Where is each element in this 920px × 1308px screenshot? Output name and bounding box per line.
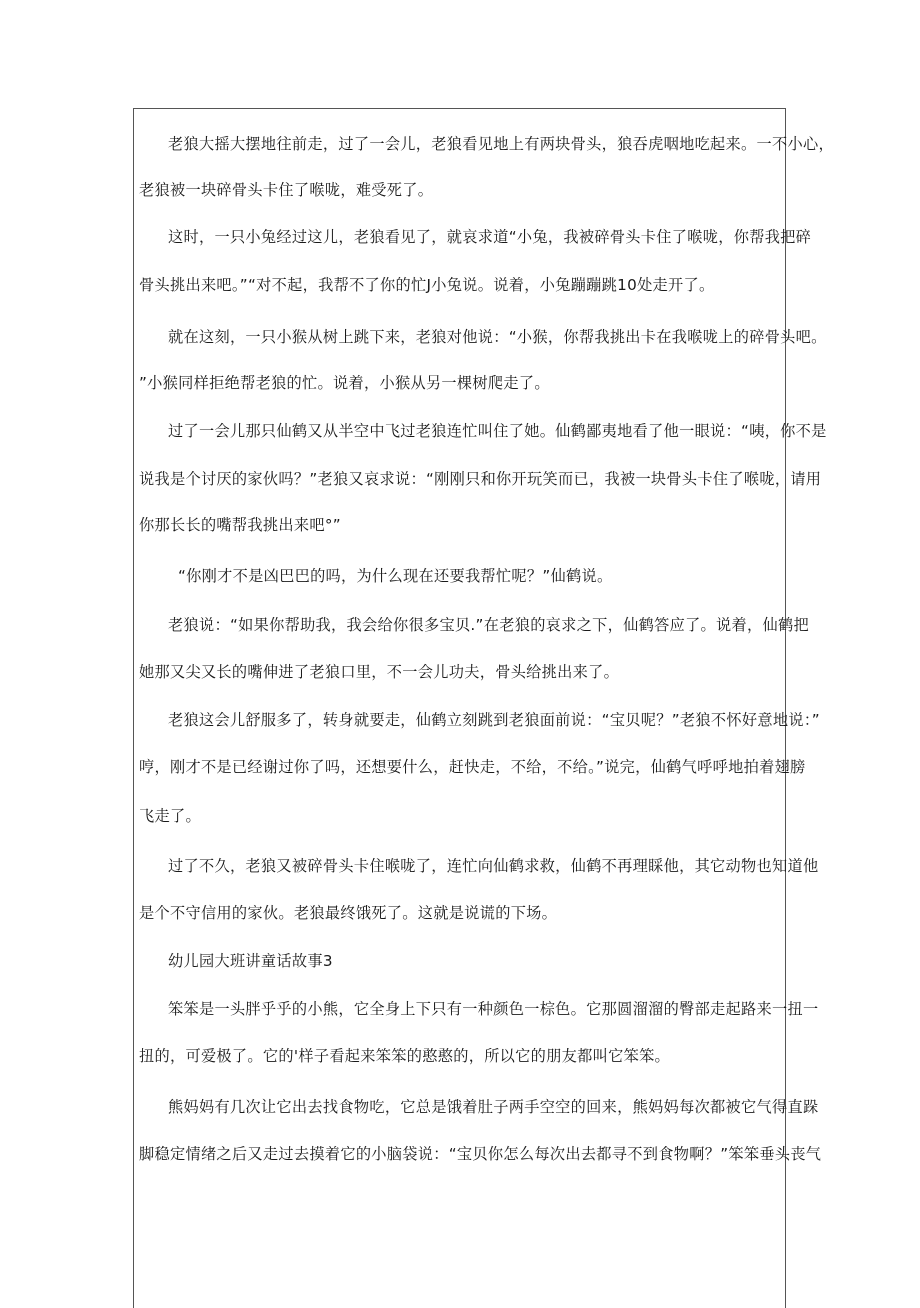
text-line: 熊妈妈有几次让它出去找食物吃，它总是饿着肚子两手空空的回来，熊妈妈每次都被它气得直跺: [168, 1098, 819, 1116]
document-frame: [133, 108, 834, 1308]
text-line: 说我是个讨厌的家伙吗？”老狼又哀求说：“刚刚只和你开玩笑而已，我被一块骨头卡住了喉咙，请用: [139, 470, 822, 488]
text-line: “你刚才不是凶巴巴的吗，为什么现在还要我帮忙呢？”仙鹤说。: [178, 567, 613, 585]
text-line: 是个不守信用的家伙。老狼最终饿死了。这就是说谎的下场。: [139, 904, 558, 922]
text-line: 过了一会儿那只仙鹤又从半空中飞过老狼连忙叫住了她。仙鹤鄙夷地看了他一眼说：“咦，你不是: [168, 422, 827, 440]
text-line: 飞走了。: [139, 807, 201, 825]
section-heading: 幼儿园大班讲童话故事3: [168, 952, 333, 970]
text-line: 就在这刻，一只小猴从树上跳下来，老狼对他说：“小猴，你帮我挑出卡在我喉咙上的碎骨头吧。: [168, 328, 827, 346]
text-line: 笨笨是一头胖乎乎的小熊，它全身上下只有一种颜色一棕色。它那圆溜溜的臀部走起路来一扭一: [168, 1000, 819, 1018]
text-line: 哼，刚才不是已经谢过你了吗，还想要什么，赶快走，不给，不给。”说完，仙鹤气呼呼地拍着翅膀: [139, 758, 806, 776]
text-line: 老狼这会儿舒服多了，转身就要走，仙鹤立刻跳到老狼面前说：“宝贝呢？”老狼不怀好意地说：”: [168, 711, 820, 729]
text-line: 她那又尖又长的嘴伸进了老狼口里，不一会儿功夫，骨头给挑出来了。: [139, 663, 620, 681]
text-line: ”小猴同样拒绝帮老狼的忙。说着，小猴从另一棵树爬走了。: [139, 374, 550, 392]
text-line: 老狼说：“如果你帮助我，我会给你很多宝贝.”在老狼的哀求之下，仙鹤答应了。说着，仙鹤把: [168, 616, 809, 634]
text-line: 老狼被一块碎骨头卡住了喉咙，难受死了。: [139, 181, 434, 199]
text-line: 过了不久，老狼又被碎骨头卡住喉咙了，连忙向仙鹤求救，仙鹤不再理睬他，其它动物也知道他: [168, 857, 819, 875]
text-line: 老狼大摇大摆地往前走，过了一会儿，老狼看见地上有两块骨头，狼吞虎咽地吃起来。一不小心，: [168, 135, 834, 153]
text-line: 这时，一只小兔经过这儿，老狼看见了，就哀求道“小兔，我被碎骨头卡住了喉咙，你帮我把碎: [168, 228, 812, 246]
text-line: 脚稳定情绪之后又走过去摸着它的小脑袋说：“宝贝你怎么每次出去都寻不到食物啊？”笨笨垂头丧气: [139, 1145, 822, 1163]
text-line: 骨头挑出来吧。”“对不起，我帮不了你的忙J小兔说。说着，小兔蹦蹦跳10处走开了。: [139, 276, 715, 294]
text-line: 扭的，可爱极了。它的'样子看起来笨笨的憨憨的，所以它的朋友都叫它笨笨。: [139, 1047, 671, 1065]
text-line: 你那长长的嘴帮我挑出来吧°”: [139, 516, 341, 534]
